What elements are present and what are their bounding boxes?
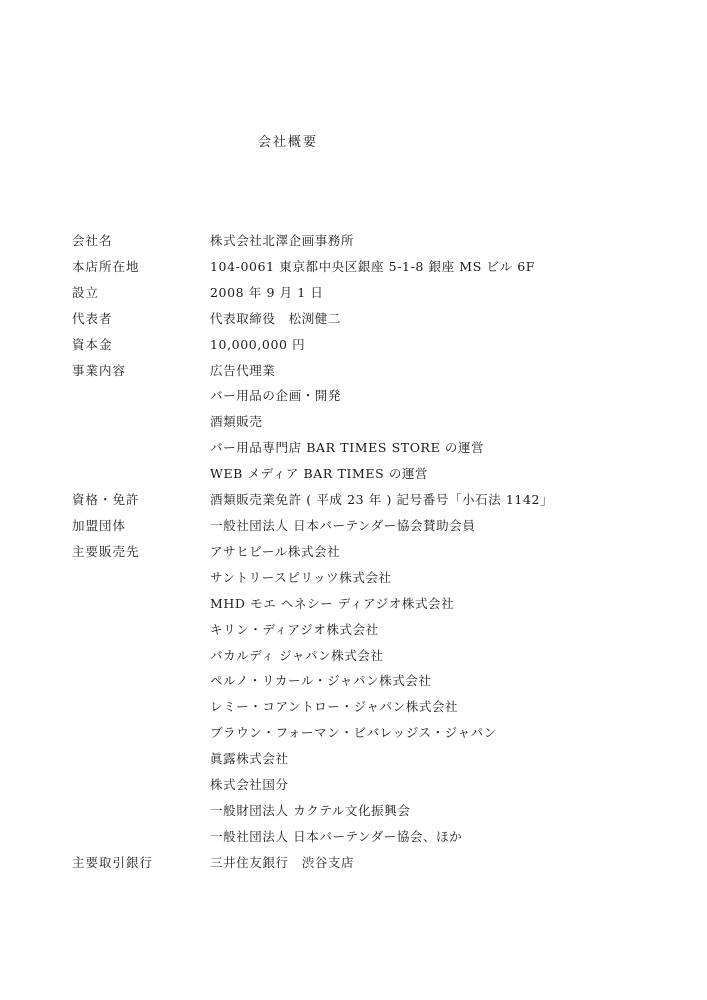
profile-row xyxy=(72,254,672,280)
row-value: アサヒビール株式会社 xyxy=(210,543,341,559)
row-value: 酒類販売 xyxy=(210,414,263,430)
profile-row xyxy=(72,332,672,358)
row-value: 眞露株式会社 xyxy=(210,751,289,767)
row-values xyxy=(210,487,672,513)
row-value: 一般社団法人 日本バーテンダー協会、ほか xyxy=(210,828,463,844)
row-value: 10,000,000 円 xyxy=(210,336,306,352)
row-value: 株式会社北澤企画事務所 xyxy=(210,233,355,248)
row-value: ブラウン・フォーマン・ビバレッジス・ジャパン xyxy=(210,725,497,741)
profile-row xyxy=(72,513,672,539)
row-value: 104-0061 東京都中央区銀座 5-1-8 銀座 MS ビル 6F xyxy=(210,258,536,274)
row-label: 主要販売先 xyxy=(72,543,140,559)
profile-row xyxy=(72,228,672,254)
profile-row xyxy=(72,539,672,850)
row-value: 代表取締役 松渕健二 xyxy=(210,310,342,326)
row-value: ペルノ・リカール・ジャパン株式会社 xyxy=(210,673,432,689)
row-value: バカルディ ジャパン株式会社 xyxy=(210,647,384,663)
row-values xyxy=(210,358,672,488)
row-value: WEB メディア BAR TIMES の運営 xyxy=(210,466,429,482)
row-value: キリン・ディアジオ株式会社 xyxy=(210,621,379,637)
row-value: バー用品の企画・開発 xyxy=(210,388,342,404)
row-label: 事業内容 xyxy=(72,362,127,378)
profile-row xyxy=(72,850,672,876)
row-value: 広告代理業 xyxy=(210,362,276,378)
row-values xyxy=(210,254,672,280)
row-values xyxy=(210,306,672,332)
row-value: 一般社団法人 日本バーテンダー協会賛助会員 xyxy=(210,517,476,533)
row-label: 会社名 xyxy=(72,233,113,248)
row-value: 一般財団法人 カクテル文化振興会 xyxy=(210,802,411,818)
row-value: レミー・コアントロー・ジャパン株式会社 xyxy=(210,699,459,715)
row-value: 三井住友銀行 渋谷支店 xyxy=(210,854,355,870)
row-value: 株式会社国分 xyxy=(210,777,289,793)
page-title: 会社概要 xyxy=(258,135,319,150)
row-label: 資格・免許 xyxy=(72,492,140,508)
row-label: 加盟団体 xyxy=(72,517,127,533)
row-label: 設立 xyxy=(72,284,100,300)
row-value: 酒類販売業免許 ( 平成 23 年 ) 記号番号「小石法 1142」 xyxy=(210,492,554,508)
row-values xyxy=(210,332,672,358)
row-values xyxy=(210,228,672,254)
row-label: 資本金 xyxy=(72,336,113,352)
row-label: 本店所在地 xyxy=(72,258,140,274)
company-profile-table xyxy=(72,228,672,876)
row-values xyxy=(210,280,672,306)
row-value: MHD モエ ヘネシー ディアジオ株式会社 xyxy=(210,595,455,611)
row-label: 代表者 xyxy=(72,310,113,326)
row-value: サントリースピリッツ株式会社 xyxy=(210,569,392,585)
profile-row xyxy=(72,487,672,513)
row-values xyxy=(210,539,672,850)
row-values xyxy=(210,850,672,876)
profile-row xyxy=(72,280,672,306)
row-label: 主要取引銀行 xyxy=(72,854,154,870)
row-values xyxy=(210,513,672,539)
row-value: 2008 年 9 月 1 日 xyxy=(210,284,324,300)
row-value: バー用品専門店 BAR TIMES STORE の運営 xyxy=(210,440,485,456)
profile-row xyxy=(72,306,672,332)
profile-row xyxy=(72,358,672,488)
